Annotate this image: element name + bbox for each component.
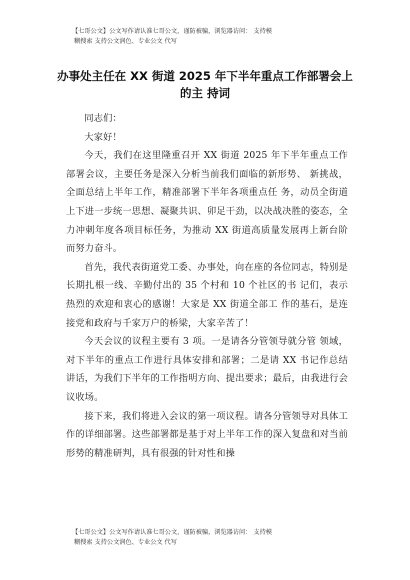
document-body (66, 110, 348, 463)
document-title: 办事处主任在 XX 街道 2025 年下半年重点工作部署会上的主 持词 (57, 69, 353, 100)
footer-note-line-2: 糊搜索 支持公文润色、专业公文 代写 (74, 539, 177, 546)
greeting: 大家好！ (84, 131, 122, 143)
footer-watermark-note (72, 528, 372, 548)
footer-note-line-1: 【七哥公文】公文写作请认准七哥公文，谨防被骗，浏览器访问： 支持模 (72, 529, 272, 536)
paragraph-3: 今天会议的议程主要有 3 项。一是请各分管领导就分管 领域，对下半年的重点工作进行具体安排和部署；二是请 XX 书记作总结讲话，为我们下半年的工作指明方向、提出要求；最后，由我进行会议收场。 (66, 336, 348, 403)
paragraph-1: 今天，我们在这里隆重召开 XX 街道 2025 年下半年重点工作部署会议，主要任务是深入分析当前我们面临的新形势、 新挑战，全面总结上半年工作，精准部署下半年各项重点任 务，动员全街道上下进一步统一思想、凝聚共识、卯足干劲，以决战决胜的姿态，全力冲刺年度各项目标任务，为推动 XX 街道高质量发展再上新台阶而努力奋斗。 (66, 150, 348, 255)
paragraph-4: 接下来，我们将进入会议的第一项议程。请各分管领导对具体工作的详细部署。这些部署都是基于对上半年工作的深入复盘和对当前形势的精准研判，具有很强的针对性和操 (66, 410, 348, 459)
header-watermark-note (72, 27, 372, 47)
paragraph-2: 首先，我代表街道党工委、办事处，向在座的各位同志，特别是长期扎根一线、辛勤付出的 35 个村和 10 个社区的书 记们，表示热烈的欢迎和衷心的感谢！大家是 XX 街道全部工 作的基石，是连接党和政府与千家万户的桥梁，大家辛苦了！ (66, 261, 348, 329)
header-note-line-1: 【七哥公文】公文写作请认准七哥公文，谨防被骗，浏览器访问： 支持模 (72, 28, 272, 35)
salutation: 同志们： (84, 113, 122, 124)
header-note-line-2: 糊搜索 支持公文润色、专业公文 代写 (74, 38, 177, 45)
